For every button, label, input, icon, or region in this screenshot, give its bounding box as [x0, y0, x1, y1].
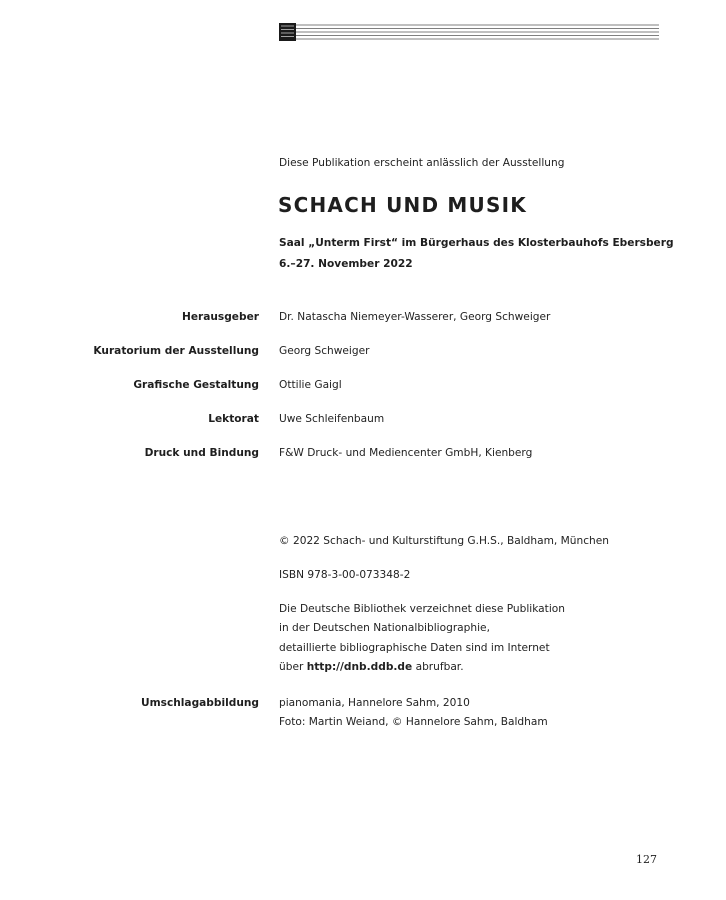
isbn-text: ISBN 978-3-00-073348-2 — [279, 569, 411, 581]
cover-label: Umschlagabbildung — [141, 697, 259, 709]
credit-label-druck: Druck und Bindung — [144, 447, 259, 459]
dnb-line-1: Die Deutsche Bibliothek verzeichnet diese Publikation — [279, 603, 565, 615]
music-staff-icon — [279, 23, 659, 41]
venue-text: Saal „Unterm First“ im Bürgerhaus des Klosterbauhofs Ebersberg — [279, 237, 674, 249]
credit-label-gestaltung: Grafische Gestaltung — [133, 379, 259, 391]
credit-label-kuratorium: Kuratorium der Ausstellung — [93, 345, 259, 357]
credit-value-kuratorium: Georg Schweiger — [279, 345, 370, 357]
cover-line-1: pianomania, Hannelore Sahm, 2010 — [279, 697, 470, 709]
intro-text: Diese Publikation erscheint anlässlich der Ausstellung — [279, 157, 565, 169]
dnb-line-3: detaillierte bibliographische Daten sind im Internet — [279, 642, 550, 654]
cover-line-2: Foto: Martin Weiand, © Hannelore Sahm, Baldham — [279, 716, 548, 728]
credit-value-druck: F&W Druck- und Mediencenter GmbH, Kienberg — [279, 447, 533, 459]
dnb-line-2: in der Deutschen Nationalbibliographie, — [279, 622, 490, 634]
credit-label-lektorat: Lektorat — [208, 413, 259, 425]
dnb-line-4 — [279, 661, 464, 674]
copyright-text: © 2022 Schach- und Kulturstiftung G.H.S., Baldham, München — [279, 535, 610, 547]
credit-value-gestaltung: Ottilie Gaigl — [279, 379, 342, 391]
credit-value-lektorat: Uwe Schleifenbaum — [279, 413, 385, 425]
dnb-link[interactable]: http://dnb.ddb.de — [306, 661, 413, 673]
page-title: SCHACH UND MUSIK — [278, 193, 527, 217]
credit-value-herausgeber: Dr. Natascha Niemeyer-Wasserer, Georg Schweiger — [279, 311, 551, 323]
dates-text: 6.–27. November 2022 — [279, 258, 413, 270]
dnb-line-4-pre: über — [279, 661, 304, 673]
page-number: 127 — [636, 853, 657, 866]
credit-label-herausgeber: Herausgeber — [181, 311, 259, 323]
dnb-line-4-post: abrufbar. — [415, 661, 464, 673]
